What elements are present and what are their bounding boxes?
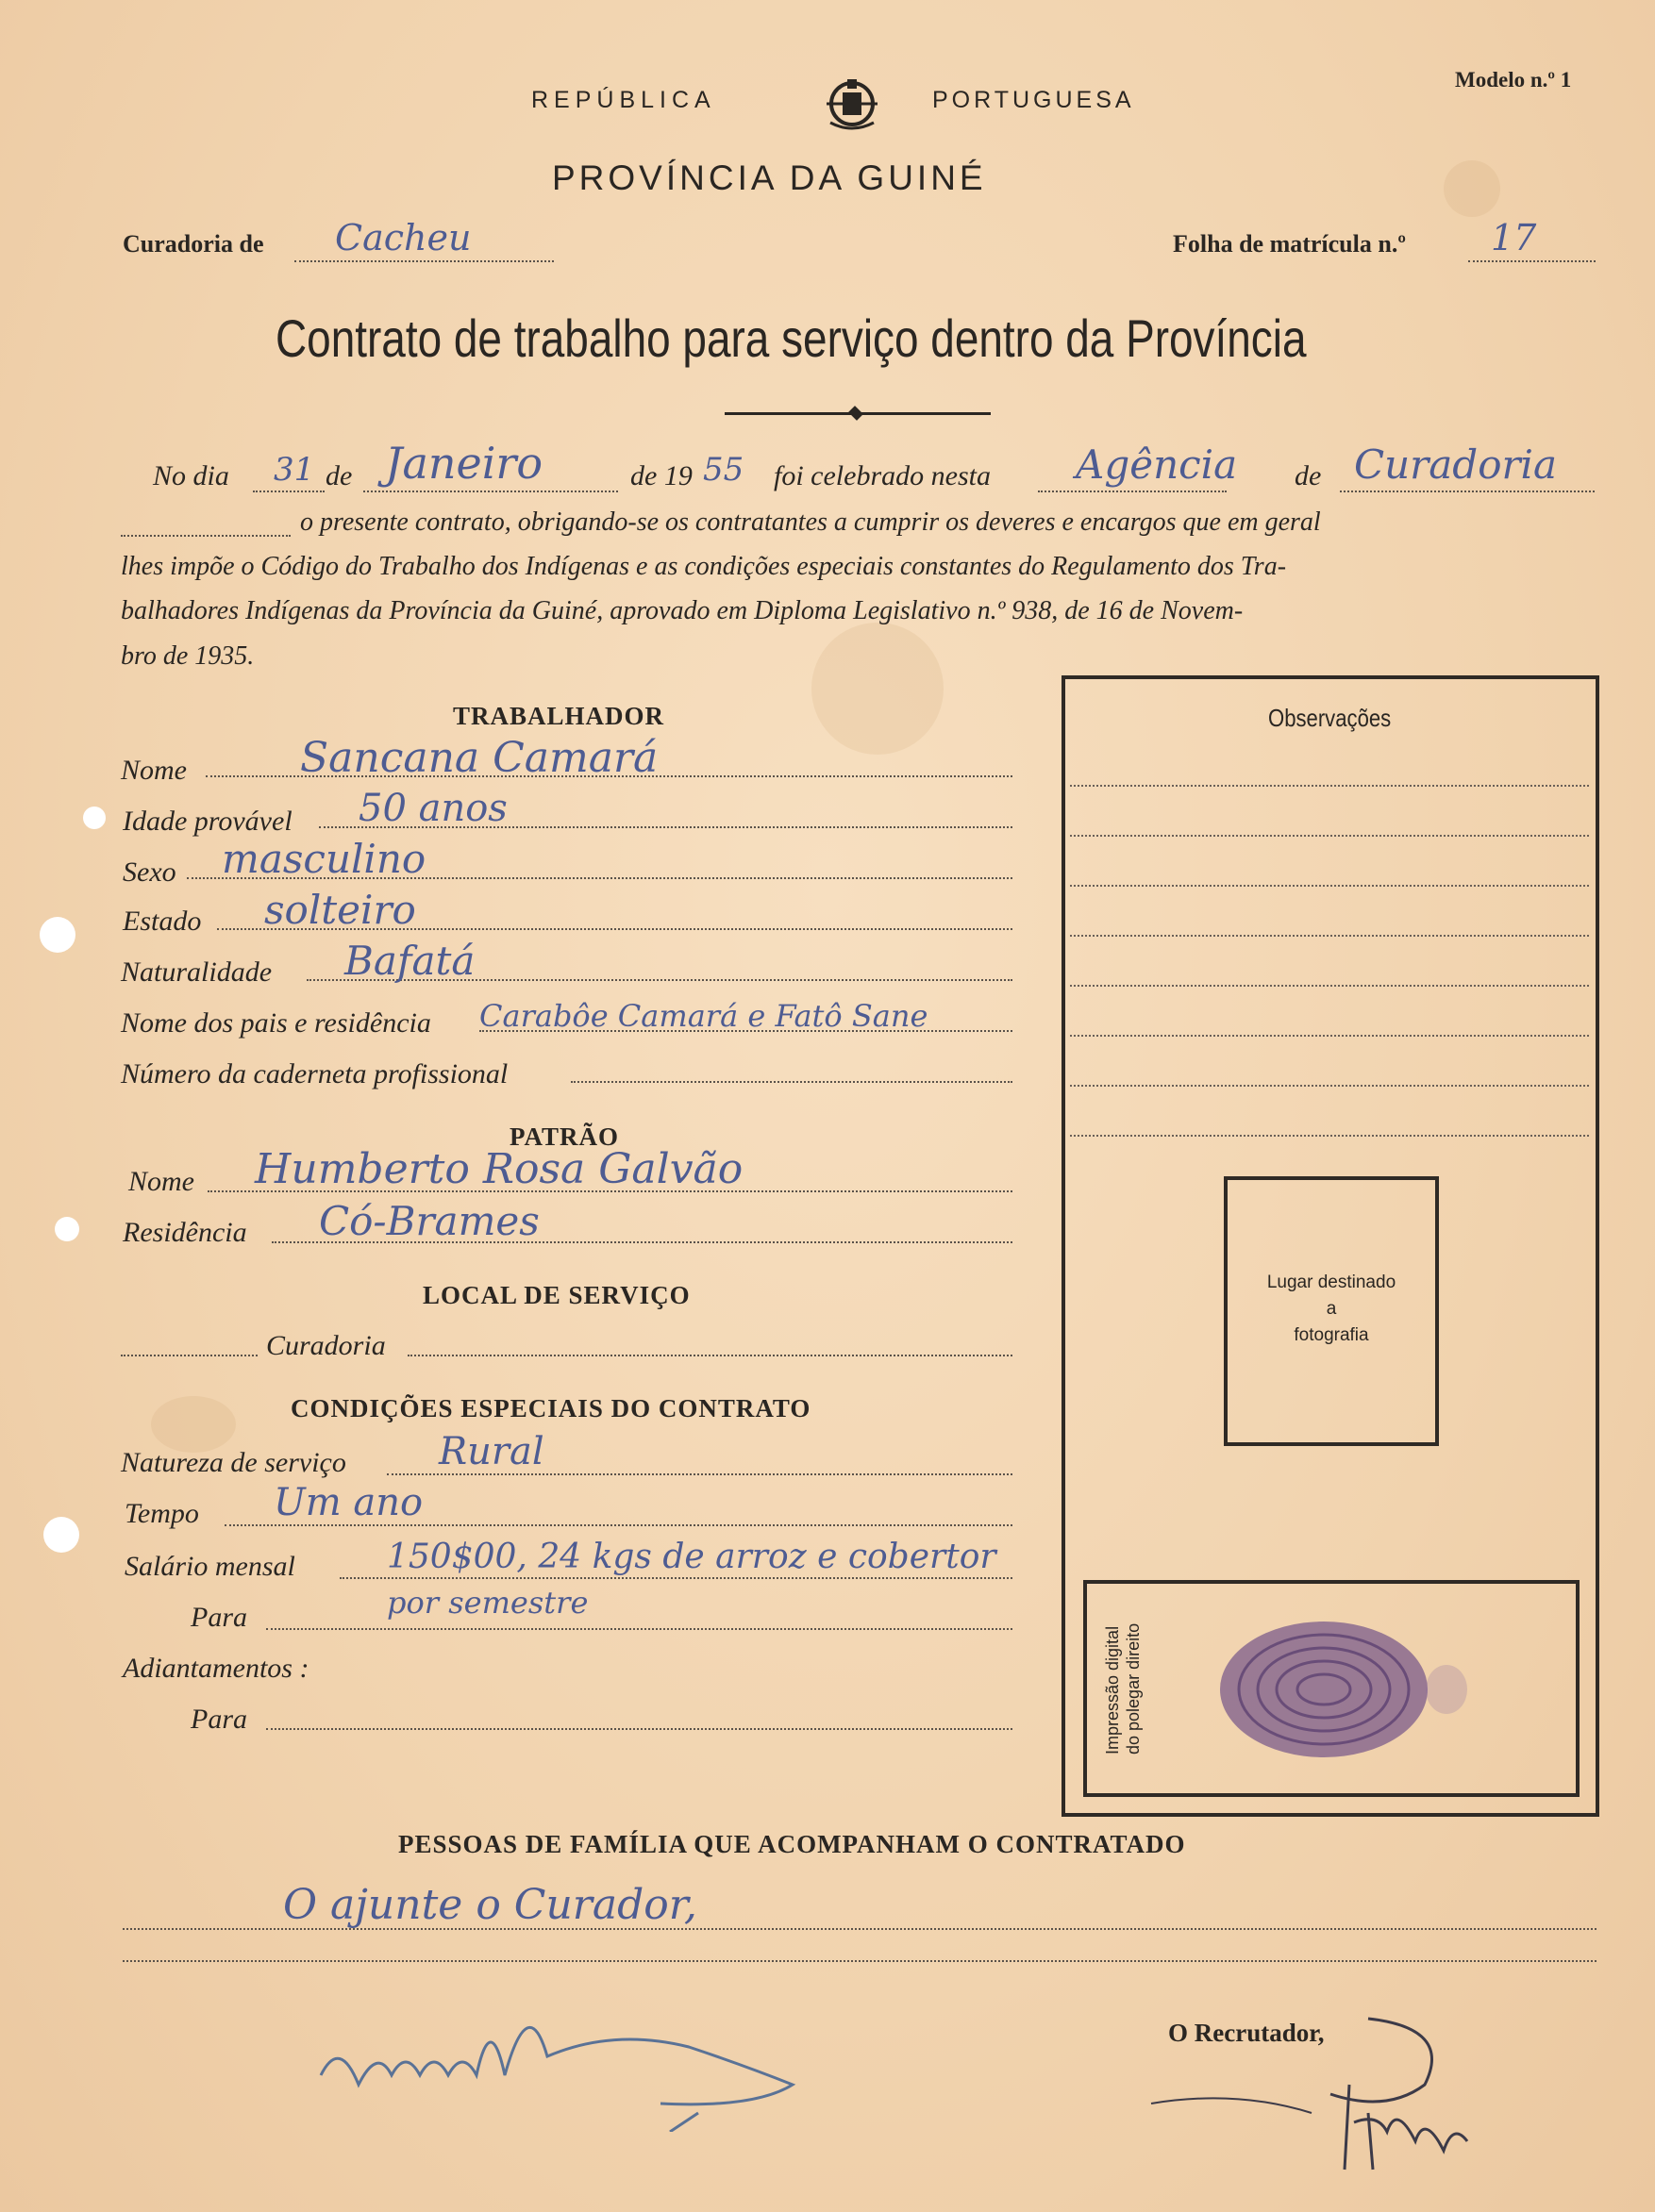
familia-value: O ajunte o Curador, bbox=[283, 1881, 697, 1929]
intro-line5: bro de 1935. bbox=[121, 641, 255, 671]
stain bbox=[151, 1396, 236, 1453]
fingerprint-icon bbox=[1215, 1609, 1479, 1770]
caderneta-line bbox=[571, 1081, 1012, 1083]
punch-hole bbox=[43, 1517, 79, 1553]
tempo-line bbox=[225, 1524, 1012, 1526]
patrao-nome-value: Humberto Rosa Galvão bbox=[255, 1145, 744, 1193]
local-line bbox=[1038, 491, 1227, 492]
intro-de3: de bbox=[1295, 460, 1322, 491]
para1-value: por semestre bbox=[387, 1585, 589, 1621]
republica-left: REPÚBLICA bbox=[531, 87, 716, 113]
pais-value: Carabôe Camará e Fatô Sane bbox=[479, 998, 928, 1034]
obs-line bbox=[1070, 985, 1589, 987]
republica-right: PORTUGUESA bbox=[932, 87, 1135, 113]
divider-diamond bbox=[848, 406, 863, 421]
pais-label: Nome dos pais e residência bbox=[121, 1007, 431, 1039]
obs-line bbox=[1070, 935, 1589, 937]
stain bbox=[811, 623, 944, 755]
patrao-heading: PATRÃO bbox=[510, 1123, 619, 1151]
fingerprint-caption bbox=[1102, 1623, 1144, 1755]
condicoes-heading: CONDIÇÕES ESPECIAIS DO CONTRATO bbox=[291, 1394, 811, 1422]
fingerprint-caption-line1: Impressão digital bbox=[1103, 1625, 1122, 1755]
coat-of-arms-icon bbox=[823, 70, 881, 136]
ano-value: 55 bbox=[703, 451, 744, 489]
mes-value: Janeiro bbox=[385, 438, 543, 489]
recrutador-label: O Recrutador, bbox=[1168, 2019, 1325, 2047]
tempo-value: Um ano bbox=[274, 1481, 424, 1524]
stain bbox=[1444, 160, 1500, 217]
curadoria-intro-value: Curadoria bbox=[1354, 441, 1558, 488]
punch-hole bbox=[83, 807, 106, 829]
caderneta-label: Número da caderneta profissional bbox=[121, 1058, 509, 1089]
punch-hole bbox=[40, 917, 75, 953]
natureza-label: Natureza de serviço bbox=[121, 1447, 346, 1478]
naturalidade-value: Bafatá bbox=[344, 938, 476, 984]
para1-line bbox=[266, 1628, 1012, 1630]
intro-de1: de bbox=[326, 460, 353, 491]
residencia-label: Residência bbox=[123, 1217, 247, 1248]
trabalhador-heading: TRABALHADOR bbox=[453, 702, 665, 730]
curadoria-intro-line bbox=[1340, 491, 1595, 492]
folha-label: Folha de matrícula n.º bbox=[1173, 230, 1406, 258]
salario-line bbox=[340, 1577, 1012, 1579]
folha-line bbox=[1468, 260, 1596, 262]
obs-line bbox=[1070, 835, 1589, 837]
intro-line3: lhes impõe o Código do Trabalho dos Indígenas e as condições especiais constantes do Regulamento dos Tra- bbox=[121, 552, 1287, 581]
natureza-value: Rural bbox=[439, 1430, 544, 1473]
local-curadoria-label: Curadoria bbox=[266, 1330, 386, 1361]
obs-line bbox=[1070, 1035, 1589, 1037]
obs-line bbox=[1070, 1085, 1589, 1087]
fingerprint-caption-line2: do polegar direito bbox=[1124, 1622, 1143, 1755]
natureza-line bbox=[387, 1473, 1012, 1475]
curadoria-line bbox=[294, 260, 554, 262]
folha-value: 17 bbox=[1491, 217, 1537, 258]
local-value: Agência bbox=[1076, 441, 1238, 488]
sexo-value: masculino bbox=[222, 836, 426, 882]
obs-line bbox=[1070, 885, 1589, 887]
familia-heading: PESSOAS DE FAMÍLIA QUE ACOMPANHAM O CONTRATADO bbox=[398, 1830, 1186, 1858]
photo-caption-line3: fotografia bbox=[1294, 1325, 1369, 1345]
estado-value: solteiro bbox=[264, 887, 416, 933]
curadoria-label: Curadoria de bbox=[123, 230, 264, 258]
idade-label: Idade provável bbox=[123, 806, 293, 837]
idade-value: 50 anos bbox=[359, 787, 508, 830]
para2-line bbox=[266, 1728, 1012, 1730]
para1-label: Para bbox=[191, 1602, 247, 1633]
intro-line2-dots bbox=[121, 535, 291, 537]
salario-value: 150$00, 24 kgs de arroz e cobertor bbox=[387, 1538, 996, 1576]
sexo-label: Sexo bbox=[123, 857, 176, 888]
estado-label: Estado bbox=[123, 906, 202, 937]
nome-label: Nome bbox=[121, 755, 187, 786]
obs-line bbox=[1070, 785, 1589, 787]
nome-value: Sancana Camará bbox=[300, 734, 659, 782]
intro-foi: foi celebrado nesta bbox=[774, 460, 991, 491]
dia-line bbox=[253, 491, 325, 492]
photo-caption-line2: a bbox=[1326, 1299, 1337, 1319]
recruiter-signature bbox=[1142, 2000, 1519, 2188]
punch-hole bbox=[55, 1217, 79, 1241]
intro-de2: de 19 bbox=[630, 460, 693, 491]
intro-line2: o presente contrato, obrigando-se os contratantes a cumprir os deveres e encargos que em geral bbox=[300, 507, 1321, 537]
observacoes-heading: Observações bbox=[1268, 704, 1392, 732]
para2-label: Para bbox=[191, 1704, 247, 1735]
mes-line bbox=[363, 491, 618, 492]
tempo-label: Tempo bbox=[125, 1498, 199, 1529]
curadoria-value: Cacheu bbox=[335, 217, 472, 258]
intro-line4: balhadores Indígenas da Província da Guiné, aprovado em Diploma Legislativo n.º 938, de 16 de Novem- bbox=[121, 596, 1244, 625]
local-servico-heading: LOCAL DE SERVIÇO bbox=[423, 1281, 691, 1309]
naturalidade-label: Naturalidade bbox=[121, 956, 273, 988]
obs-line bbox=[1070, 1135, 1589, 1137]
photo-caption-line1: Lugar destinado bbox=[1266, 1272, 1396, 1292]
local-curadoria-pre-line bbox=[121, 1355, 258, 1356]
provincia-title: PROVÍNCIA DA GUINÉ bbox=[552, 158, 987, 197]
local-curadoria-line bbox=[408, 1355, 1012, 1356]
salario-label: Salário mensal bbox=[125, 1551, 295, 1582]
modelo-number: Modelo n.º 1 bbox=[1455, 68, 1572, 91]
photo-caption bbox=[1224, 1270, 1439, 1349]
patrao-nome-label: Nome bbox=[128, 1166, 194, 1197]
contract-title: Contrato de trabalho para serviço dentro da Província bbox=[276, 308, 1307, 368]
worker-signature bbox=[302, 1943, 830, 2132]
dia-value: 31 bbox=[274, 451, 315, 489]
residencia-value: Có-Brames bbox=[319, 1198, 540, 1244]
adiantamentos-label: Adiantamentos : bbox=[123, 1653, 309, 1684]
intro-no-dia: No dia bbox=[153, 460, 229, 491]
